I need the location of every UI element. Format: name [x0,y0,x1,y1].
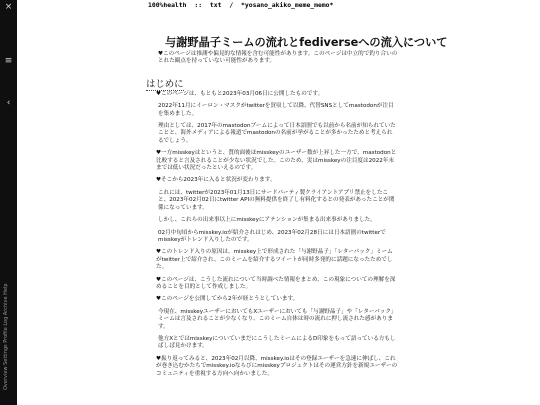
paragraph: これには、twitterが2023年01月13日にサードパーティ製クライアントアプリ禁止をしたこと、2023年02月02日にtwitter APIの無料提供を終了し有料化するとの発表があったことが関係になっています。 [158,189,395,211]
intro-notice: ♥このページは推測や偏見的な情報を含む可能性があります。このページは中立的で釣り合いのとれた観点を持っていない可能性があります。 [158,51,398,65]
sidebar-vertical-text: Overview Settings Profile Log Archive Help [3,283,9,390]
breadcrumb-type-link[interactable]: txt [209,1,222,9]
document-content [146,36,448,383]
close-icon[interactable]: × [4,2,13,12]
paragraph: 今現在、misskeyユーザーにおいてもXユーザーにおいても「与謝野晶子」や「レターパック」ミームは言及されることが少なくなり、このミーム自体は時の流れに押し流された感があります。 [158,308,397,330]
paragraph: 理由としては、2017年のmastodonブームによって日本語圏でも以前から名前が知られていたことと、海外メディアによる報道でmastodonの名前が挙がることが多かったためと考えられるでしょう。 [158,123,396,144]
paragraph: 他方XとではmisskeyについていまだにこうしたミームによるD印象をもって語っている方もしばしば見かけます。 [158,335,396,350]
collapse-icon[interactable]: ‹ [6,98,11,108]
paragraph: ♥このトレンド入りの原因は、misskey上で形成された「与謝野晶子」「レターパック」ミームがtwitter上で紹介され、このミームを紹介するツイートが同時多発的に話題になったためでした。 [156,249,393,271]
breadcrumb-slash: / [229,1,234,9]
paragraph: 2022年11月にイーロン・マスクがtwitterを買収して以降、代替SNSとしてmastodonが注目を集めました。 [158,103,394,117]
page-title: 与謝野晶子ミームの流れとfediverseへの流入について [165,36,448,49]
breadcrumb-current-page: *yosano_akiko_meme_memo* [241,1,334,9]
paragraph: ♥このページは、こうした流れについて当時調べた情報をまとめ、この現象についての理解を深めることを目的として作成しました。 [156,276,396,290]
paragraph: ♥一方misskeyはというと、質的面後ほmisskeyのユーザー数が上昇した一方で、mastodonと比較すると言及されることが少ない状況でした。このため、実はmisskeyの注目度は2022年末までは低い状況だったといえるのです。 [156,150,397,172]
breadcrumb-separator: :: [194,1,203,9]
paragraph: しかし、これらの出来事以上にmisskeyにアテンションが集まる出来事がありました。 [158,217,376,224]
paragraph: ♥このページは、もともと2023年03月06日に公開したものです。 [156,90,324,97]
breadcrumb [148,1,333,13]
paragraph: 02月中旬頃からmisskey.ioが紹介されはじめ、2023年02月28日には日本語圏のtwitterでmisskeyがトレンド入りしたのです。 [158,229,386,243]
paragraph-list [146,91,398,378]
section-heading: はじめに [146,78,184,90]
paragraph: ♥このページを公開してから2年が経とうとしています。 [156,296,299,303]
paragraph: ♥振り返ってみると、2023年02月以降、misskey.ioはその登録ユーザーを急速に伸ばし、これが巻き込むかたちでmisskey.ioならびにmisskeyプロジェクトはその運営方針を新規ユーザーのコミュニティを重視する方向へ向かいました。 [156,355,398,377]
paragraph: ♥そこから2023年に入ると状況が変わります。 [156,177,276,184]
breadcrumb-site-link[interactable]: 100%health [148,1,187,9]
sidebar [0,0,17,405]
menu-icon[interactable]: ≡ [4,56,13,66]
